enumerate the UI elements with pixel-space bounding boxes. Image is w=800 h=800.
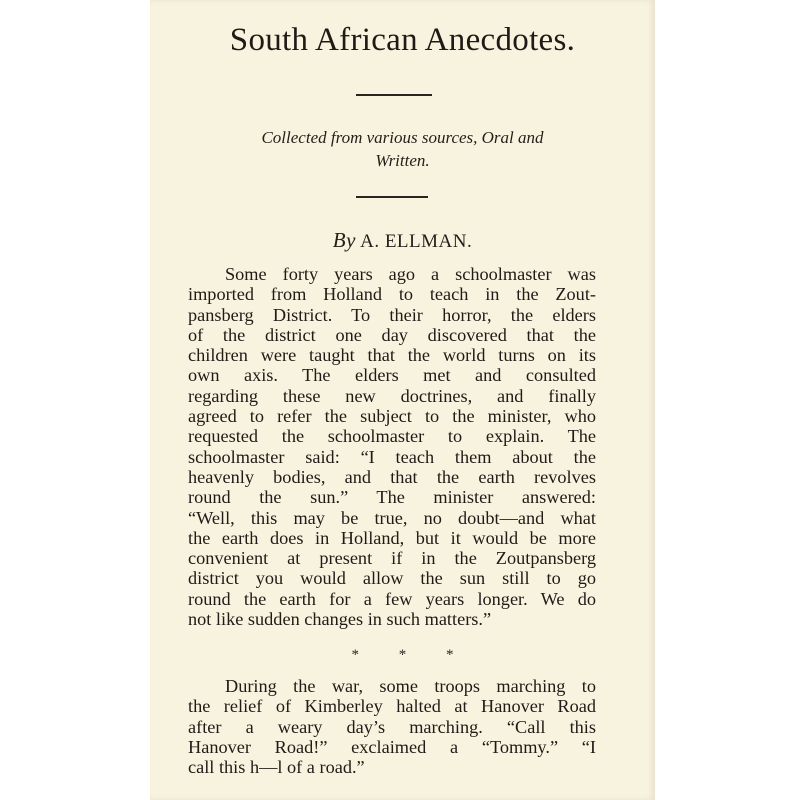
text-line: children were taught that the world turns on its: [188, 345, 596, 366]
text-line: requested the schoolmaster to explain. The: [188, 426, 596, 447]
text-line: regarding these new doctrines, and finally: [188, 385, 596, 406]
subtitle-divider: [356, 196, 428, 198]
text-line: own axis. The elders met and consulted: [188, 365, 596, 386]
subtitle: [150, 126, 655, 172]
byline-author: A. ELLMAN.: [360, 231, 473, 252]
byline: [150, 228, 655, 253]
text-line: round the earth for a few years longer. We do: [188, 588, 596, 609]
text-line: of the district one day discovered that the: [188, 324, 596, 345]
text-line: Hanover Road!” exclaimed a “Tommy.” “I: [188, 736, 596, 757]
section-separator: * * *: [351, 647, 454, 663]
title-divider: [356, 94, 432, 96]
page-title: South African Anecdotes.: [229, 22, 576, 58]
text-line: call this h—l of a road.”: [188, 757, 365, 778]
text-line: round the sun.” The minister answered:: [188, 487, 596, 508]
text-line: pansberg District. To their horror, the elders: [188, 304, 596, 325]
text-line: the relief of Kimberley halted at Hanover Road: [188, 696, 596, 717]
subtitle-line: Written.: [375, 151, 430, 170]
text-line: heavenly bodies, and that the earth revolves: [188, 466, 596, 487]
text-line: agreed to refer the subject to the minister, who: [188, 406, 596, 427]
text-line: after a weary day’s marching. “Call this: [188, 716, 596, 737]
text-line: not like sudden changes in such matters.”: [188, 609, 492, 630]
anecdote-paragraph-2: [188, 676, 596, 777]
book-page: [150, 0, 655, 800]
subtitle-line: Collected from various sources, Oral and: [261, 128, 544, 147]
text-line: district you would allow the sun still to go: [188, 568, 596, 589]
byline-by: By: [332, 228, 356, 252]
text-line: imported from Holland to teach in the Zout-: [188, 284, 596, 305]
text-line: During the war, some troops marching to: [225, 676, 596, 696]
text-line: convenient at present if in the Zoutpansberg: [188, 548, 596, 569]
text-line: the earth does in Holland, but it would be more: [188, 527, 596, 548]
anecdote-paragraph-1: [188, 264, 596, 629]
text-line: Some forty years ago a schoolmaster was: [225, 264, 596, 284]
text-line: schoolmaster said: “I teach them about the: [188, 446, 596, 467]
text-line: “Well, this may be true, no doubt—and what: [188, 507, 596, 528]
